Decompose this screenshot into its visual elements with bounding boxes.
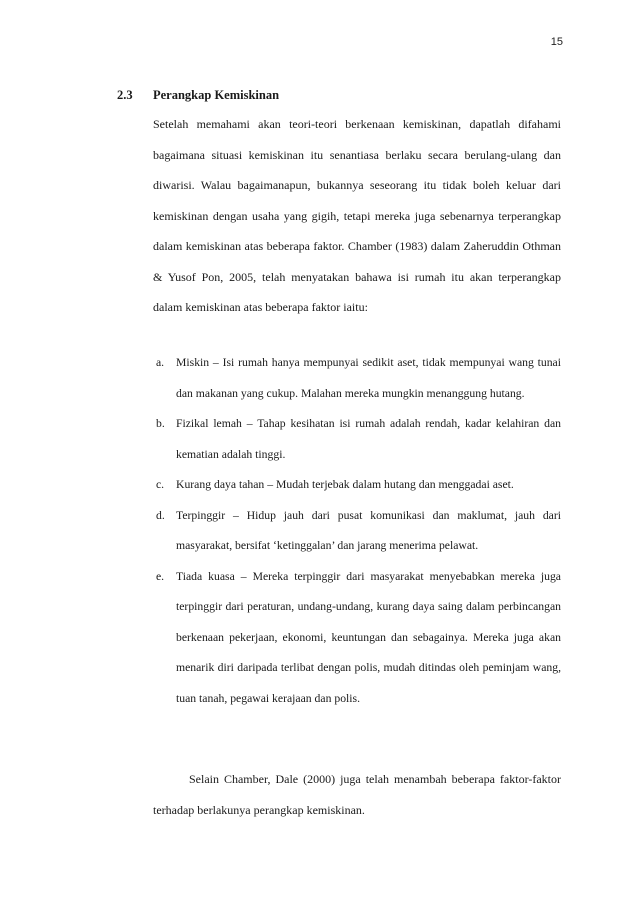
list-item (153, 501, 561, 562)
list-marker: d. (156, 508, 165, 522)
list-item (153, 409, 561, 470)
list-item (153, 562, 561, 715)
list-item-text: Kurang daya tahan – Mudah terjebak dalam hutang dan menggadai aset. (176, 478, 514, 491)
list-item-text: Terpinggir – Hidup jauh dari pusat komunikasi dan maklumat, jauh dari masyarakat, bersifat ‘ketinggalan’ dan jarang menerima pelawat. (176, 508, 561, 552)
list-item-text: Fizikal lemah – Tahap kesihatan isi rumah adalah rendah, kadar kelahiran dan kematian adalah tinggi. (176, 417, 561, 461)
closing-paragraph: Selain Chamber, Dale (2000) juga telah menambah beberapa faktor-faktor terhadap berlakunya perangkap kemiskinan. (153, 772, 561, 817)
list-item (153, 348, 561, 409)
list-marker: a. (156, 356, 165, 369)
list-item (153, 470, 561, 501)
list-marker: b. (156, 417, 165, 430)
page-number: 15 (550, 36, 563, 48)
section-number: 2.3 (117, 88, 133, 102)
section-title: Perangkap Kemiskinan (153, 88, 280, 102)
intro-paragraph: Setelah memahami akan teori-teori berkenaan kemiskinan, dapatlah difahami bagaimana situasi kemiskinan itu senantiasa berlaku secara berulang-ulang dan diwarisi. Walau bagaimanapun, bukannya seseorang itu tidak boleh keluar dari kemiskinan dengan usaha yang gigih, tetapi mereka juga sebenarnya terperangkap dalam kemiskinan atas beberapa faktor. Chamber (1983) dalam Zaheruddin Othman & Yusof Pon, 2005, telah menyatakan bahawa isi rumah itu akan terperangkap dalam kemiskinan atas beberapa faktor iaitu: (153, 117, 561, 314)
factor-list (153, 348, 561, 714)
list-item-text: Tiada kuasa – Mereka terpinggir dari masyarakat menyebabkan mereka juga terpinggir dari peraturan, undang-undang, kurang daya saing dalam perbincangan berkenaan pekerjaan, ekonomi, keuntungan dan sebagainya. Mereka juga akan menarik diri daripada terlibat dengan polis, mudah ditindas oleh peminjam wang, tuan tanah, pegawai kerajaan dan polis. (176, 569, 561, 705)
list-marker: e. (156, 569, 165, 583)
list-marker: c. (156, 478, 165, 491)
list-item-text: Miskin – Isi rumah hanya mempunyai sedikit aset, tidak mempunyai wang tunai dan makanan yang cukup. Malahan mereka mungkin menanggung hutang. (176, 356, 561, 400)
